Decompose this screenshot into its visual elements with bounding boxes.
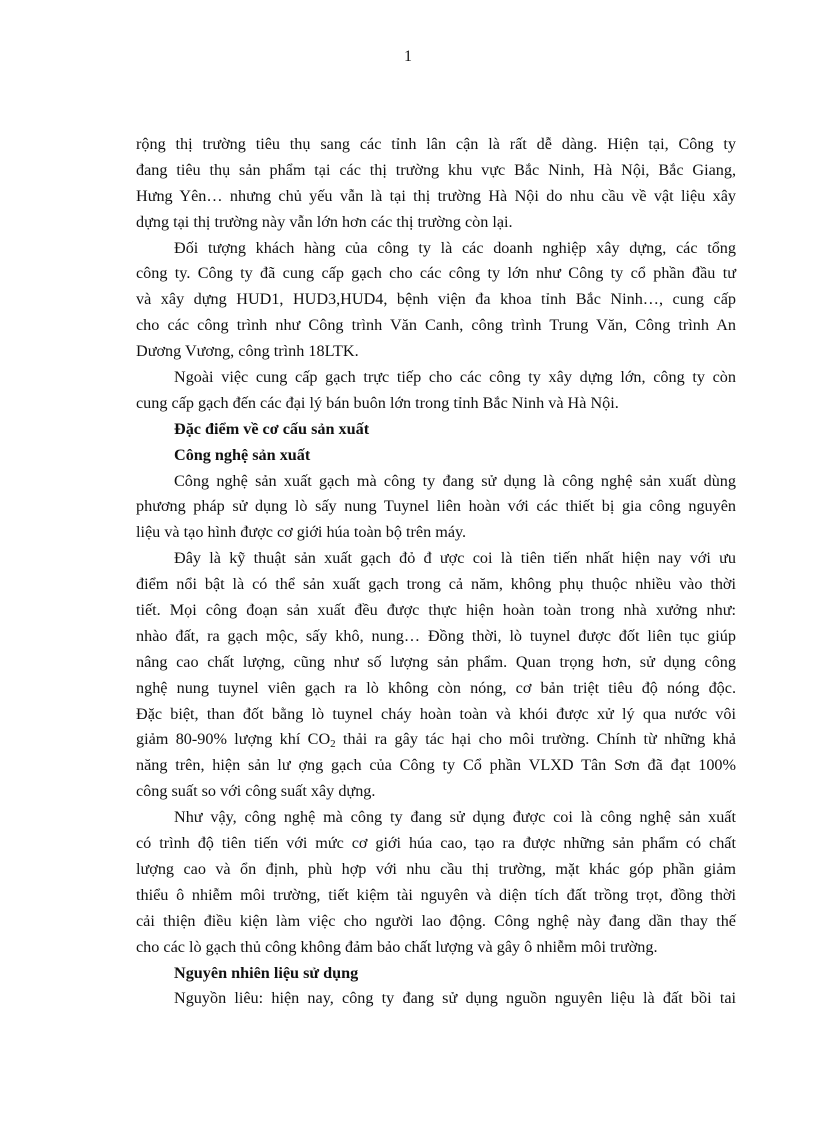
text-line: Hưng Yên… nhưng chủ yếu vẫn là tại thị trường Hà Nội do nhu cầu về vật liệu xây: [136, 186, 736, 205]
text-line: cung cấp gạch đến các đại lý bán buôn lớn trong tỉnh Bắc Ninh và Hà Nội.: [136, 393, 619, 412]
body-text: [136, 132, 736, 1012]
text-line: điểm nổi bật là có thể sản xuất gạch trong cả năm, không phụ thuộc nhiều vào thời: [136, 575, 736, 594]
text-line: Đây là kỹ thuật sản xuất gạch đỏ đ ược coi là tiên tiến nhất hiện nay với ưu: [174, 549, 736, 568]
section-heading: Đặc điểm về cơ cấu sản xuất: [174, 419, 370, 438]
text-line-with-subscript: [136, 727, 736, 753]
text-line: Như vậy, công nghệ mà công ty đang sử dụng được coi là công nghệ sản xuất: [174, 808, 736, 827]
text-line: lượng cao và ổn định, phù hợp với nhu cầu thị trường, mặt khác góp phần giảm: [136, 859, 736, 878]
text-segment: giảm 80-90% lượng khí CO: [136, 730, 331, 749]
text-line: đang tiêu thụ sản phẩm tại các thị trường khu vực Bắc Ninh, Hà Nội, Bắc Giang,: [136, 160, 736, 179]
text-line: có trình độ tiên tiến với mức cơ giới húa cao, tạo ra được những sản phẩm có chất: [136, 834, 736, 853]
text-line: năng trên, hiện sản lư ợng gạch của Công ty Cổ phần VLXD Tân Sơn đã đạt 100%: [136, 756, 736, 775]
subsection-heading: Nguyên nhiên liệu sử dụng: [174, 963, 359, 982]
text-segment: thải ra gây tác hại cho môi trường. Chính từ những khả: [335, 730, 736, 749]
subsection-heading: Công nghệ sản xuất: [174, 445, 311, 464]
text-line: Dương Vương, công trình 18LTK.: [136, 342, 359, 361]
text-line: Ngoài việc cung cấp gạch trực tiếp cho các công ty xây dựng lớn, công ty còn: [174, 368, 736, 387]
text-line: Công nghệ sản xuất gạch mà công ty đang sử dụng là công nghệ sản xuất dùng: [174, 471, 736, 490]
text-line: Nguyồn liêu: hiện nay, công ty đang sử dụng nguồn nguyên liệu là đất bồi tai: [174, 989, 736, 1008]
text-line: nghệ nung tuynel viên gạch ra lò không còn nóng, cơ bản triệt tiêu độ nóng độc.: [136, 678, 736, 697]
text-line: nhào đất, ra gạch mộc, sấy khô, nung… Đồng thời, lò tuynel được đốt liên tục giúp: [136, 626, 736, 645]
text-line: công ty. Công ty đã cung cấp gạch cho các công ty lớn như Công ty cổ phần đầu tư: [136, 264, 736, 283]
text-line: liệu và tạo hình được cơ giới húa toàn bộ trên máy.: [136, 523, 467, 542]
page-number: 1: [404, 48, 412, 65]
text-line: cải thiện điều kiện làm việc cho người lao động. Công nghệ này đang dần thay thế: [136, 911, 736, 930]
text-line: công suất so với công suất xây dựng.: [136, 782, 376, 801]
text-line: thiểu ô nhiễm môi trường, tiết kiệm tài nguyên và diện tích đất trồng trọt, đồng thời: [136, 885, 736, 904]
text-line: phương pháp sử dụng lò sấy nung Tuynel liên hoàn với các thiết bị gia công nguyên: [136, 497, 736, 516]
text-line: cho các công trình như Công trình Văn Canh, công trình Trung Văn, Công trình An: [136, 316, 736, 335]
text-line: và xây dựng HUD1, HUD3,HUD4, bệnh viện đa khoa tỉnh Bắc Ninh…, cung cấp: [136, 290, 736, 309]
text-line: tiết. Mọi công đoạn sản xuất đều được thực hiện hoàn toàn trong nhà xưởng như:: [136, 601, 736, 620]
text-line: cho các lò gạch thủ công không đảm bảo chất lượng và gây ô nhiễm môi trường.: [136, 937, 658, 956]
text-line: Đối tượng khách hàng của công ty là các doanh nghiệp xây dựng, các tổng: [174, 238, 736, 257]
subscript-2: 2: [330, 738, 336, 751]
text-line: nâng cao chất lượng, cũng như số lượng sản phẩm. Quan trọng hơn, sử dụng công: [136, 652, 736, 671]
text-line: dựng tại thị trường này vẫn lớn hơn các thị trường còn lại.: [136, 212, 513, 231]
text-line: Đặc biệt, than đốt bằng lò tuynel cháy hoàn toàn và khói được xử lý qua nước vôi: [136, 704, 736, 723]
text-line: rộng thị trường tiêu thụ sang các tỉnh lân cận là rất dễ dàng. Hiện tại, Công ty: [136, 135, 736, 153]
